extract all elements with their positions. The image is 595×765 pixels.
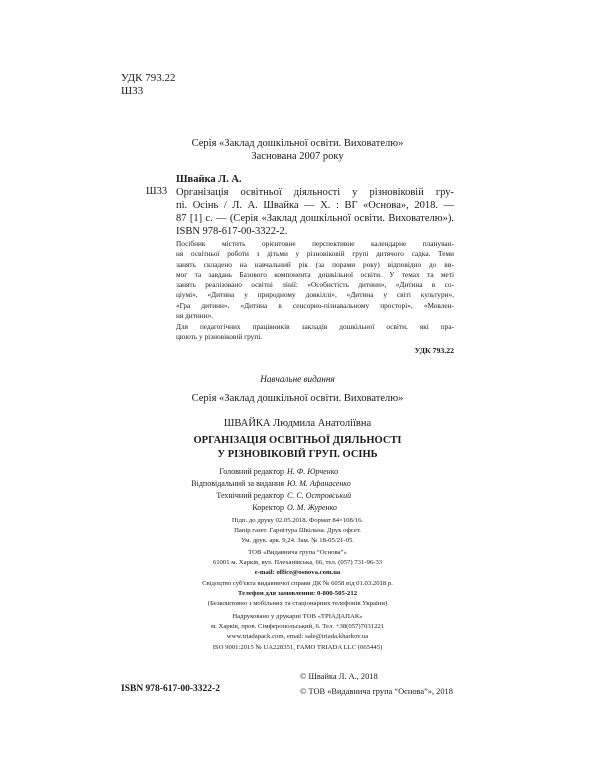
publisher-email: e-mail: office@osnova.com.ua bbox=[254, 569, 341, 577]
series-founded: Заснована 2007 року bbox=[251, 151, 344, 162]
annotation-line: занять реалізовано освітні лінії: «Особистість дитини», «Дитина в со- bbox=[176, 280, 454, 290]
copyright-block bbox=[300, 670, 453, 699]
book-title bbox=[0, 434, 595, 462]
annotation-line: Посібник містить орієнтовне перспективне календарне плануван- bbox=[176, 239, 454, 248]
annotation-udk: УДК 793.22 bbox=[414, 346, 454, 355]
audience-line: цюють у різновіковій групі. bbox=[176, 332, 263, 342]
staff-role: Коректор bbox=[252, 503, 284, 512]
copyright-line: © Швайка Л. А., 2018 bbox=[300, 672, 378, 681]
audience-text bbox=[176, 322, 454, 343]
annotation-text bbox=[176, 239, 454, 321]
series-title: Серія «Заклад дошкільної освіти. Вихователю» bbox=[191, 138, 404, 149]
print-spec-line: Папір газет. Гарнітура Шкільна. Друк офсет. bbox=[234, 527, 361, 535]
book-title-line: У РІЗНОВІКОВІЙ ГРУП. ОСІНЬ bbox=[217, 449, 378, 460]
publisher-info bbox=[0, 548, 595, 609]
print-spec-line: Підп. до друку 02.05.2018. Формат 84×108/16. bbox=[231, 517, 364, 524]
staff-role: Технічний редактор bbox=[216, 491, 284, 500]
staff-name: С. С. Островський bbox=[287, 491, 352, 500]
udk-block bbox=[121, 72, 176, 98]
annotation-line: ціумі», «Дитина у природному довкіллі», «Дитина у світі культури», bbox=[176, 290, 454, 300]
annotation-line: «Гра дитини», «Дитина в сенсорно-пізнавальному просторі», «Мовлен- bbox=[176, 300, 454, 310]
copyright-line: © ТОВ «Видавнича група “Основа”», 2018 bbox=[300, 686, 453, 696]
publisher-address: 61001 м. Харків, вул. Плеханівська, 66, тел. (057) 731-96-33 bbox=[212, 559, 383, 567]
staff-role: Відповідальний за видання bbox=[191, 479, 284, 488]
staff-name: О. М. Журенко bbox=[287, 503, 337, 512]
audience-line: Для педагогічних працівників закладів дошкільної освіти, які пра- bbox=[176, 322, 454, 331]
author-full-name: ШВАЙКА Людмила Анатоліївна bbox=[223, 418, 372, 429]
printer-line: Надруковано у друкарні ТОВ «ТРІАДАПАК» bbox=[232, 613, 363, 620]
staff-name: Ю. М. Афанасенко bbox=[287, 479, 351, 488]
publisher-phone-note: (Безкоштовно з мобільних та стаціонарних телефонів України) bbox=[207, 600, 388, 608]
printer-line: www.triadapack.com, email: sale@triada.kharkov.ua bbox=[226, 633, 369, 641]
print-specs bbox=[0, 516, 595, 547]
catalog-author: Швайка Л. А. bbox=[176, 174, 242, 185]
printer-line: м. Харків, пров. Сімферопольський, 6. Тел. +38(057)7031221 bbox=[210, 623, 385, 631]
printer-info bbox=[0, 612, 595, 653]
catalog-code: Ш33 bbox=[146, 186, 168, 197]
catalog-line: пі. Осінь / Л. А. Швайка — Х. : ВГ «Основа», 2018. — bbox=[176, 200, 454, 211]
staff-role: Головний редактор bbox=[219, 467, 284, 476]
publisher-phone: Телефон для замовлення: 0-800-505-212 bbox=[237, 589, 358, 597]
annotation-line: ня дитини». bbox=[176, 311, 214, 321]
annotation-line: мог та завдань Базового компонента дошкільної освіти. У темах та меті bbox=[176, 269, 454, 279]
print-spec-line: Ум. друк. арк. 9,24. Зам. № 18-05/21-05. bbox=[241, 537, 354, 545]
printer-line: ISO 9001:2015 № UA228351, FAMO TRIADA LLC (065445) bbox=[212, 643, 383, 651]
publisher-name: ТОВ «Видавнича група “Основа”» bbox=[248, 549, 347, 556]
staff-name: Н. Ф. Юрченко bbox=[287, 467, 339, 476]
series-repeat: Серія «Заклад дошкільної освіти. Вихователю» bbox=[191, 393, 404, 404]
catalog-line: 87 [1] с. — (Серія «Заклад дошкільної освіти. Вихователю»). bbox=[176, 213, 454, 224]
classification-code: Ш33 bbox=[121, 85, 144, 97]
publisher-certificate: Свідоцтво суб'єкта видавничої справи ДК № 6058 від 01.03.2018 р. bbox=[202, 579, 393, 587]
catalog-line: Організація освітньої діяльності у різновіковій гру- bbox=[176, 187, 454, 198]
annotation-line: ня освітньої роботи з дітьми у різновіковій групі дитячого садка. Теми bbox=[176, 249, 454, 259]
udk-number: УДК 793.22 bbox=[121, 72, 176, 84]
annotation-line: занять складено на навчальний рік (за порами року) відповідно до ви- bbox=[176, 259, 454, 269]
edition-type: Навчальне видання bbox=[260, 374, 335, 384]
book-title-line: ОРГАНІЗАЦІЯ ОСВІТНЬОЇ ДІЯЛЬНОСТІ bbox=[193, 435, 402, 446]
isbn-bottom: ISBN 978-617-00-3322-2 bbox=[121, 684, 220, 694]
catalog-isbn: ISBN 978-617-00-3322-2. bbox=[176, 226, 288, 237]
